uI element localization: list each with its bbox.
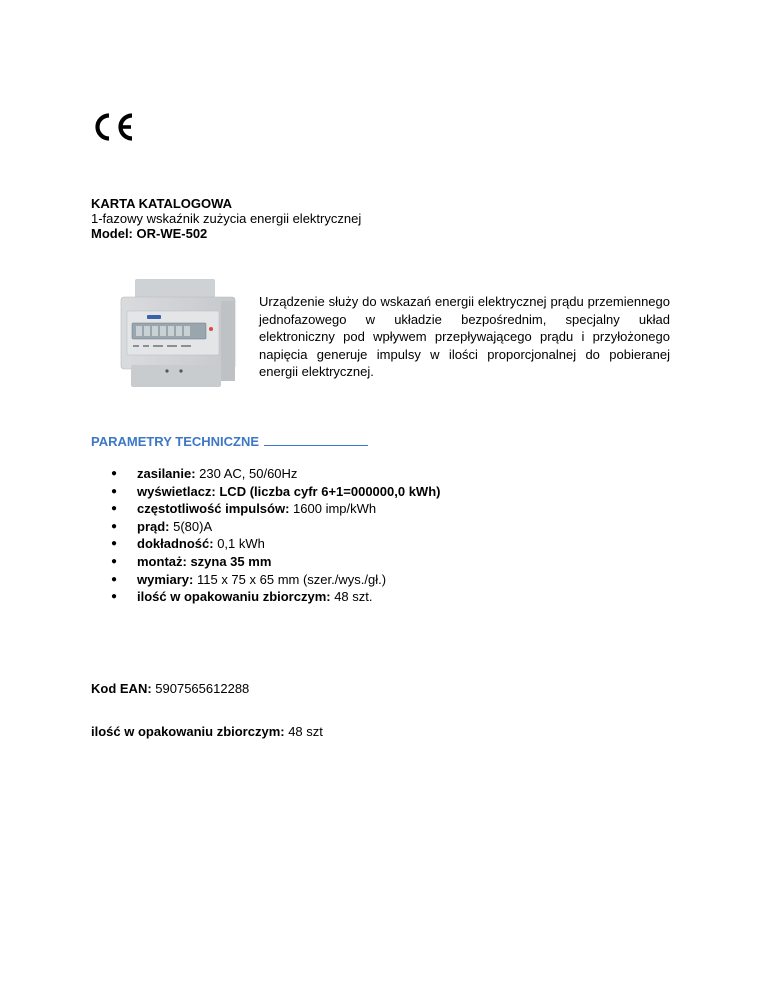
param-value: 115 x 75 x 65 mm (szer./wys./gł.) xyxy=(193,571,387,587)
param-label: montaż: szyna 35 mm xyxy=(137,553,272,569)
document-title: KARTA KATALOGOWA xyxy=(91,196,233,211)
list-item xyxy=(103,571,440,589)
bullet-icon: ● xyxy=(111,485,118,497)
ce-mark-icon xyxy=(90,112,136,142)
param-label: ilość w opakowaniu zbiorczym: xyxy=(137,589,331,605)
param-label: wymiary: xyxy=(137,571,194,587)
param-value: 1600 imp/kWh xyxy=(289,501,377,517)
list-item xyxy=(103,553,440,571)
list-item xyxy=(103,465,440,483)
param-value: 48 szt. xyxy=(330,589,373,605)
list-item xyxy=(103,588,440,606)
param-value: 0,1 kWh xyxy=(213,536,265,552)
section-title-underline xyxy=(264,444,368,446)
list-item xyxy=(103,483,440,501)
model-number: Model: OR-WE-502 xyxy=(91,226,208,241)
param-label: częstotliwość impulsów: xyxy=(137,501,290,517)
document-header xyxy=(91,196,361,241)
list-item xyxy=(103,500,440,518)
list-item xyxy=(103,518,440,536)
list-item xyxy=(103,535,440,553)
bullet-icon: ● xyxy=(111,503,118,515)
package-quantity-value: 48 szt xyxy=(284,724,323,739)
section-title-technical-parameters xyxy=(91,434,368,449)
package-quantity-label: ilość w opakowaniu zbiorczym: xyxy=(91,724,285,739)
section-title-text: PARAMETRY TECHNICZNE xyxy=(91,434,260,449)
param-label: wyświetlacz: LCD (liczba cyfr 6+1=000000,0 kWh) xyxy=(137,483,441,499)
bullet-icon: ● xyxy=(111,591,118,603)
ean-code xyxy=(91,681,249,696)
din-rail-energy-meter-image xyxy=(117,275,242,391)
package-quantity xyxy=(91,724,323,739)
ean-value: 5907565612288 xyxy=(151,681,250,696)
bullet-icon: ● xyxy=(111,468,118,479)
ean-label: Kod EAN: xyxy=(91,681,152,696)
bullet-icon: ● xyxy=(111,538,118,550)
param-value: 230 AC, 50/60Hz xyxy=(195,466,298,481)
param-label: dokładność: xyxy=(137,536,214,552)
param-label: zasilanie: xyxy=(137,466,196,481)
technical-parameters-list xyxy=(103,465,440,606)
product-description: Urządzenie służy do wskazań energii elektrycznej prądu przemiennego jednofazowego w układzie bezpośrednim, specjalny układ elektroniczny pod wpływem przepływającego prądu i przyłożonego napięcia generuje impulsy w ilości proporcjonalnej do pobieranej energii elektrycznej. xyxy=(259,294,670,379)
bullet-icon: ● xyxy=(111,573,118,585)
bullet-icon: ● xyxy=(111,520,118,532)
param-label: prąd: xyxy=(137,518,170,534)
bullet-icon: ● xyxy=(111,555,118,567)
document-subtitle: 1-fazowy wskaźnik zużycia energii elektrycznej xyxy=(91,211,362,226)
param-value: 5(80)A xyxy=(169,518,213,534)
